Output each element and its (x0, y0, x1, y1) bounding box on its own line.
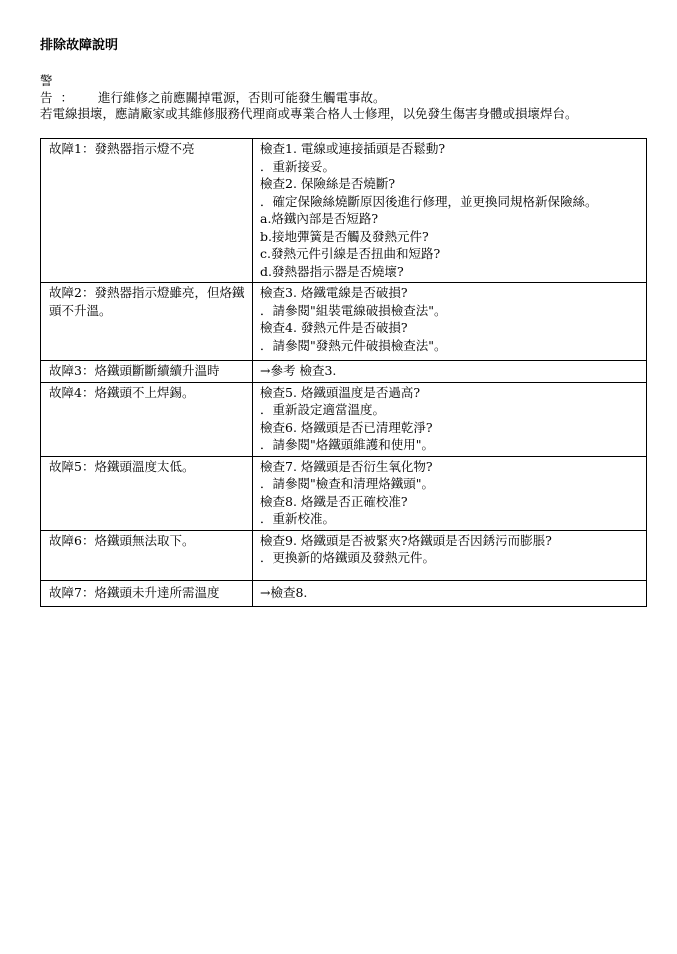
check-line: →檢查8. (260, 584, 308, 600)
check-line: d.發熱器指示器是否燒壞? (260, 263, 404, 279)
fault-cell: 故障7：烙鐵頭未升達所需溫度 (41, 580, 253, 606)
fault-cell: 故障2：發熱器指示燈雖亮，但烙鐵頭不升溫。 (41, 283, 253, 361)
fault-cell: 故障3：烙鐵頭斷斷續續升溫時 (41, 361, 253, 383)
check-line: →參考 檢查3. (260, 363, 337, 378)
document-title: 排除故障說明 (40, 38, 119, 53)
check-line: 檢查6. 烙鐵頭是否已清理乾淨? (260, 419, 433, 435)
warning-line (40, 72, 646, 106)
troubleshooting-table (40, 138, 647, 607)
check-line: ．請參閱"發熱元件破損檢查法"。 (260, 337, 447, 353)
table-row (41, 283, 647, 361)
check-line: ．請參閱"檢查和清理烙鐵頭"。 (260, 476, 434, 491)
check-line: 檢查1. 電線或連接插頭是否鬆動? (260, 141, 446, 156)
warning-text: 進行維修之前應關掉電源，否則可能發生觸電事故。 (98, 90, 386, 105)
damage-paragraph: 若電線損壞，應請廠家或其維修服務代理商或專業合格人士修理，以免發生傷害身體或損壞焊台。 (40, 106, 578, 121)
table-row (41, 530, 647, 580)
check-line: 檢查5. 烙鐵頭溫度是否過高? (260, 384, 421, 400)
check-cell (253, 139, 647, 283)
check-line: b.接地彈簧是否觸及發熱元件? (260, 228, 429, 244)
fault-cell: 故障5：烙鐵頭溫度太低。 (41, 456, 253, 530)
table-row (41, 139, 647, 283)
check-line: c.發熱元件引線是否扭曲和短路? (260, 246, 441, 261)
document-page (40, 38, 646, 607)
check-cell (253, 283, 647, 361)
check-cell (253, 580, 647, 606)
warning-label: 警告： (40, 73, 82, 105)
check-line: 檢查2. 保險絲是否燒斷? (260, 176, 396, 191)
check-cell (253, 382, 647, 456)
check-line: ．重新校准。 (260, 511, 336, 526)
check-line: 檢查9. 烙鐵頭是否被緊夾?烙鐵頭是否因銹污而膨脹? (260, 532, 552, 548)
check-line: 檢查8. 烙鐵是否正確校准? (260, 493, 408, 509)
check-cell (253, 530, 647, 580)
check-line: ．請參閱"組裝電線破損檢查法"。 (260, 302, 447, 318)
table-row (41, 456, 647, 530)
table-row (41, 580, 647, 606)
fault-cell: 故障4：烙鐵頭不上焊錫。 (41, 382, 253, 456)
table-row (41, 361, 647, 383)
fault-cell: 故障6：烙鐵頭無法取下。 (41, 530, 253, 580)
check-line: a.烙鐵內部是否短路? (260, 211, 379, 226)
check-line: 檢查3. 烙鐵電線是否破損? (260, 285, 408, 300)
fault-cell: 故障1：發熱器指示燈不亮 (41, 139, 253, 283)
check-line: ．更換新的烙鐵頭及發熱元件。 (260, 550, 436, 565)
check-line: ．請參閱"烙鐵頭維護和使用"。 (260, 437, 434, 452)
table-row (41, 382, 647, 456)
check-line: ．確定保險絲燒斷原因後進行修理，並更換同規格新保險絲。 (260, 193, 598, 209)
check-cell (253, 361, 647, 383)
check-line: ．重新接妥。 (260, 158, 336, 174)
check-line: 檢查4. 發熱元件是否破損? (260, 320, 408, 335)
check-line: 檢查7. 烙鐵頭是否衍生氧化物? (260, 458, 433, 474)
check-cell (253, 456, 647, 530)
check-line: ．重新設定適當溫度。 (260, 402, 386, 417)
